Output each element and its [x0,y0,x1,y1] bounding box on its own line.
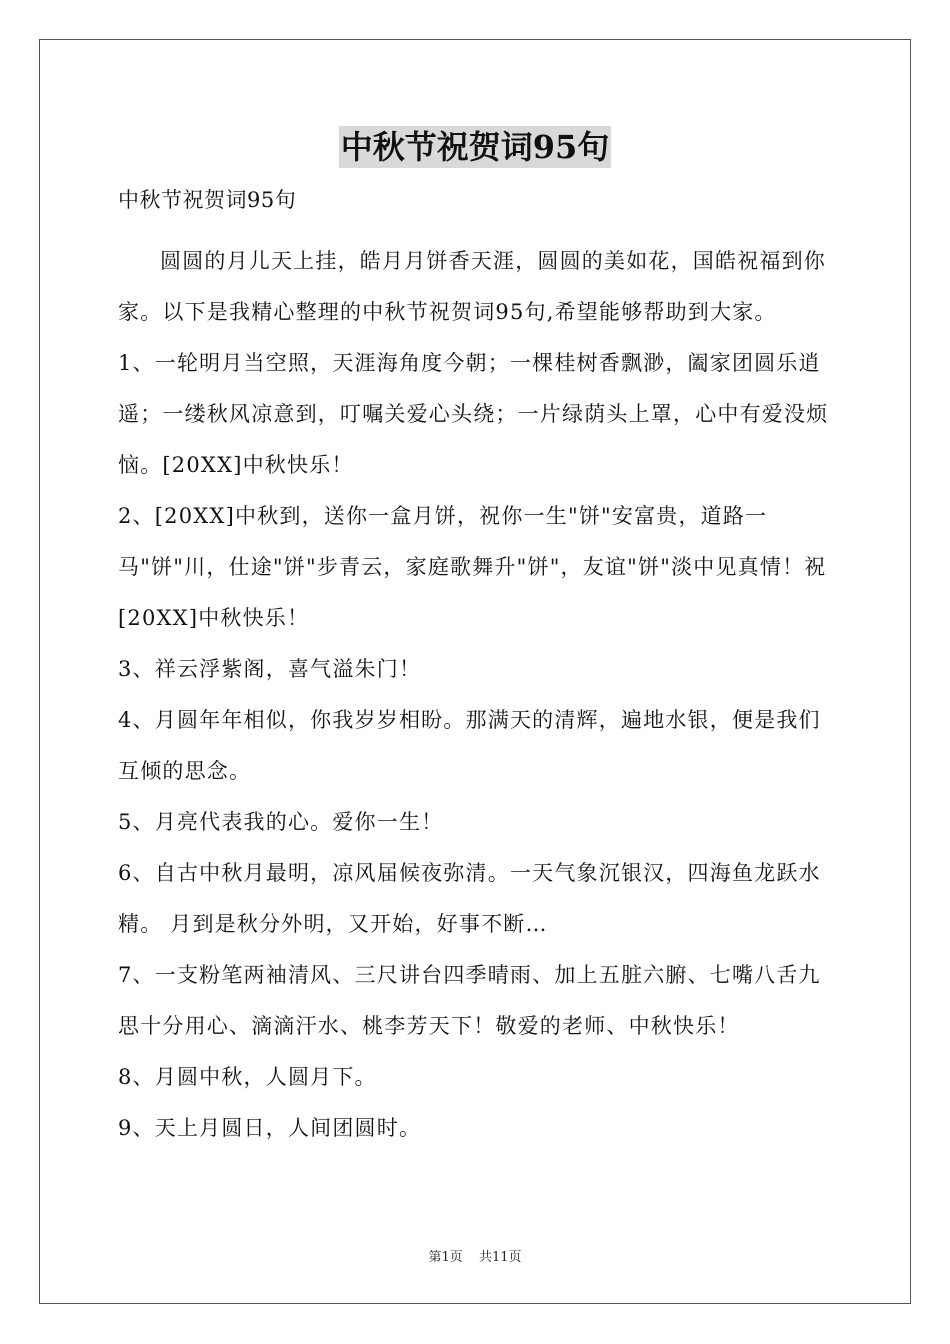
document-body [118,180,838,1154]
list-item: 2、[20XX]中秋到，送你一盒月饼，祝你一生"饼"安富贵，道路一马"饼"川，仕途"饼"步青云，家庭歌舞升"饼"，友谊"饼"淡中见真情！祝[20XX]中秋快乐！ [118,504,827,630]
list-item: 4、月圆年年相似，你我岁岁相盼。那满天的清辉，遍地水银，便是我们互倾的思念。 [118,708,821,783]
document-title: 中秋节祝贺词95句 [340,128,610,166]
page-footer [0,1246,950,1265]
list-item: 1、一轮明月当空照，天涯海角度今朝；一棵桂树香飘渺，阖家团圆乐逍遥；一缕秋风凉意到，叮嘱关爱心头绕；一片绿荫头上罩，心中有爱没烦恼。[20XX]中秋快乐！ [118,351,829,477]
list-item: 7、一支粉笔两袖清风、三尺讲台四季晴雨、加上五脏六腑、七嘴八舌九思十分用心、滴滴汗水、桃李芳天下！敬爱的老师、中秋快乐！ [118,963,821,1038]
page-number: 第1页 [428,1250,463,1265]
document-subtitle: 中秋节祝贺词95句 [118,188,297,212]
list-item: 8、月圆中秋，人圆月下。 [118,1065,377,1089]
page-total: 共11页 [478,1250,522,1265]
list-item: 5、月亮代表我的心。爱你一生！ [118,810,444,834]
intro-paragraph: 圆圆的月儿天上挂，皓月月饼香天涯，圆圆的美如花，国皓祝福到你家。以下是我精心整理的中秋节祝贺词95句,希望能够帮助到大家。 [118,249,826,324]
list-item: 3、祥云浮紫阁，喜气溢朱门！ [118,657,422,681]
list-item: 6、自古中秋月最明，凉风届候夜弥清。一天气象沉银汉，四海鱼龙跃水精。 月到是秋分外明，又开始，好事不断… [118,861,821,936]
list-item: 9、天上月圆日，人间团圆时。 [118,1116,422,1140]
title-container [0,126,950,168]
